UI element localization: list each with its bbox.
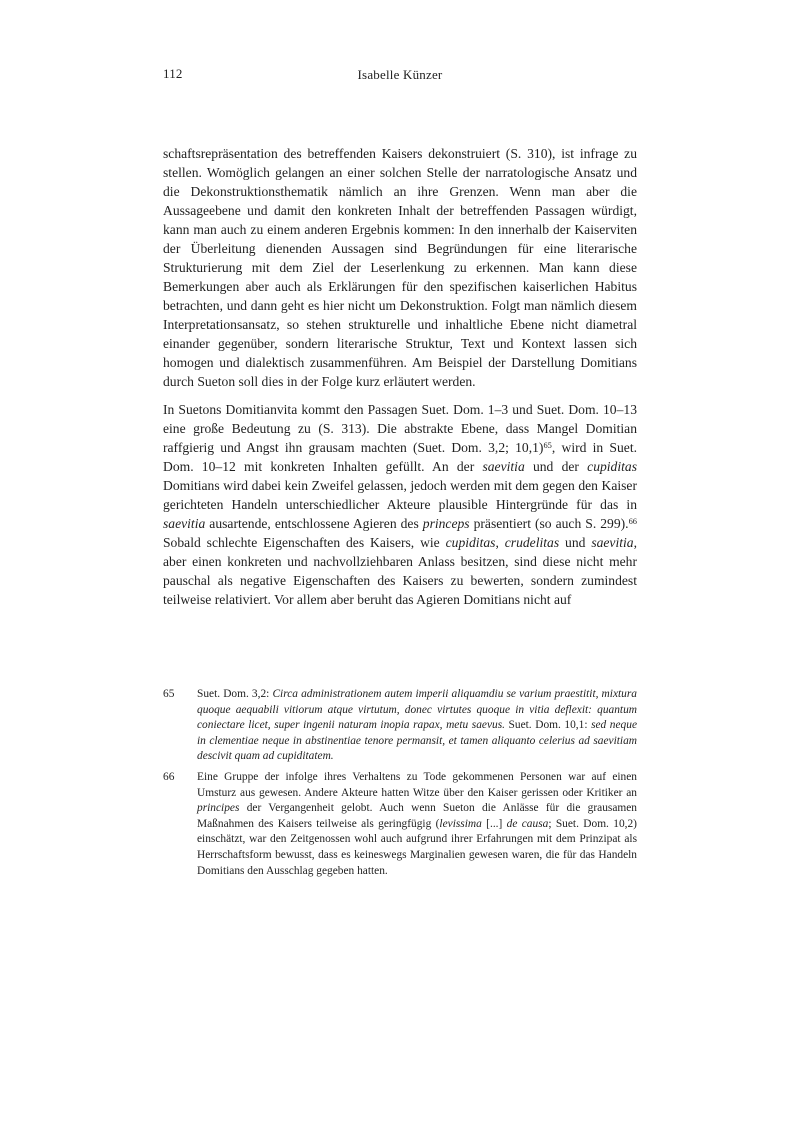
text-run: Eine Gruppe der infolge ihres Verhaltens zu Tode gekommenen Personen war auf einen Umsturz aus gewesen. Andere Akteure hatten Witze über den Kaiser gerissen oder Kritiker an — [197, 770, 637, 799]
body-text — [163, 144, 637, 609]
text-run: und — [559, 535, 592, 550]
text-run: präsentiert (so auch S. 299). — [469, 516, 629, 531]
footnote-reference: 65 — [543, 439, 552, 450]
text-run: cupiditas — [445, 535, 496, 550]
footnote-number: 66 — [163, 770, 175, 783]
body-paragraph-2 — [163, 400, 637, 609]
footnote-reference: 66 — [628, 515, 637, 526]
text-run: der Vergangenheit gelobt. Auch wenn Sueton die Anlässe für die grausamen Maßnahmen des Kaisers teilweise als geringfügig ( — [197, 802, 637, 830]
page-number: 112 — [163, 66, 183, 81]
text-run: crudelitas — [504, 535, 560, 550]
text-run: Suet. Dom. 10,1: — [505, 719, 592, 732]
footnote-65 — [163, 687, 637, 765]
text-run: und der — [524, 459, 588, 474]
page-header — [163, 66, 637, 84]
body-paragraph-1 — [163, 144, 637, 391]
text-run: Sobald schlechte Eigenschaften des Kaisers, wie — [163, 535, 446, 550]
text-run: [...] — [481, 817, 507, 830]
text-run: saevitia — [163, 516, 206, 531]
text-run: Suet. Dom. 3,2: — [197, 688, 273, 700]
running-head-author: Isabelle Künzer — [357, 67, 443, 82]
text-run: ; Suet. Dom. 10,2) einschätzt, war den Zeitgenossen wohl auch aufgrund ihrer Erfahrungen mit dem Prinzipat als Herrschaftsform bewusst, dass es keineswegs Marginalien gewesen waren, die für das Handeln Domitians den Ausschlag gegeben hatten. — [197, 817, 637, 877]
text-run: Domitians wird dabei kein Zweifel gelassen, jedoch werden mit dem gegen den Kaiser gerichteten Handeln unterschiedlicher Akteure plausible Hintergründe für das in — [163, 478, 637, 512]
text-run: schaftsrepräsentation des betreffenden Kaisers dekonstruiert (S. 310), ist infrage zu stellen. Womöglich gelangen an einer solchen Stelle der narratologische Ansatz und die Dekonstruktionsthematik nämlich an ihre Grenzen. Wenn man aber die Aussageebene und damit den konkreten Inhalt der betreffenden Passagen würdigt, kann man auch zu einem anderen Ergebnis kommen: In den innerhalb der Kaiserviten der Überleitung dienenden Aussagen sind Begründungen für eine literarische Strukturierung mit dem Ziel der Leserlenkung zu erkennen. Man kann diese Bemerkungen aber auch als Erklärungen für den spezifischen kaiserlichen Habitus betrachten, und dann geht es hier nicht um Dekonstruktion. Folgt man nämlich diesem Interpretationsansatz, so stehen strukturelle und inhaltliche Ebene nicht diametral einander gegenüber, sondern literarische Struktur, Text und Kontext lassen sich homogen und dialektisch zusammenführen. Am Beispiel der Darstellung Domitians durch Sueton soll dies in der Folge kurz erläutert werden. — [163, 146, 637, 389]
text-run: de causa — [506, 817, 549, 830]
footnote-number: 65 — [163, 688, 175, 700]
text-run: ausartende, entschlossene Agieren des — [205, 516, 423, 531]
footnote-text — [197, 770, 637, 879]
footnotes-section — [163, 687, 637, 884]
text-run: In Suetons Domitianvita kommt den Passagen Suet. Dom. 1–3 und Suet. Dom. 10–13 eine große Bedeutung zu (S. 313). Die abstrakte Ebene, dass Mangel Domitian raffgierig und Angst ihn grausam machten (Suet. Dom. 3,2; 10,1) — [163, 402, 637, 455]
text-run: , aber einen konkreten und nachvollziehbaren Anlass besitzen, sind diese nicht mehr pauschal als negative Eigenschaften des Kaisers zu bewerten, sondern zumindest teilweise relativiert. Vor allem aber beruht das Agieren Domitians nicht auf — [163, 535, 638, 607]
footnote-66 — [163, 770, 637, 879]
text-run: sed neque in clementiae neque in abstinentiae tenore permansit, et tamen aliquanto celerius ad saevitiam descivit quam ad cupiditatem. — [197, 719, 638, 763]
text-run: , wird in Suet. Dom. 10–12 mit konkreten Inhalten gefüllt. An der — [163, 440, 638, 474]
text-run: princeps — [422, 516, 470, 531]
text-run: saevitia — [591, 535, 634, 550]
text-run: Circa administrationem autem imperii aliquamdiu se varium praestitit, mixtura quoque aequabili vitiorum atque virtutum, donec virtutes quoque in vitia deflexit: quantum coniectare licet, super ingenii naturam inopia rapax, metu saevus. — [197, 688, 637, 732]
text-run: , — [495, 535, 505, 550]
text-run: cupiditas — [587, 459, 637, 474]
text-run: levissima — [439, 817, 482, 830]
footnote-text — [197, 687, 637, 765]
text-run: principes — [197, 802, 240, 815]
text-run: saevitia — [482, 459, 525, 474]
